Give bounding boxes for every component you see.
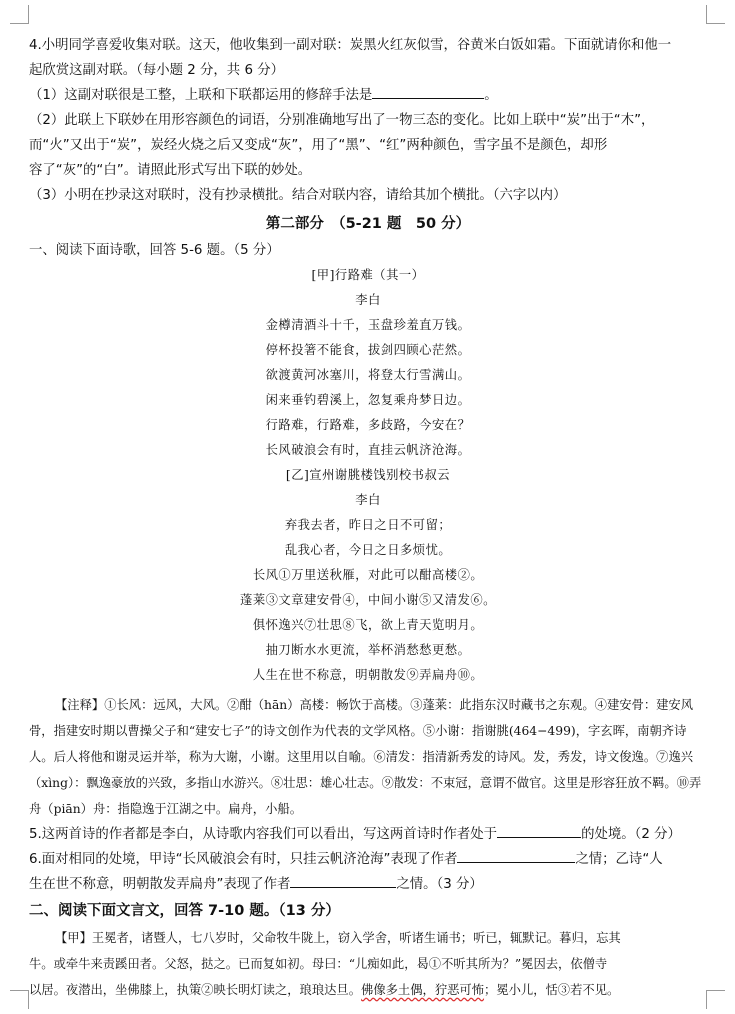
q4-sub2-line2: 而“火”又出于“炭”，炭经火烧之后又变成“灰”，用了“黑”、“红”两种颜色，雪字虽不是颜色，却形 [29,138,608,153]
prose-line3 [29,977,707,1003]
poem-a-line: 长风破浪会有时，直挂云帆济沧海。 [265,443,471,457]
poem-a-line: 金樽清酒斗十千，玉盘珍羞直万钱。 [265,318,471,332]
q6-text-1: 6.面对相同的处境，甲诗“长风破浪会有时，只挂云帆济沧海”表现了作者 [29,852,458,867]
q4-sub1-text: （1）这副对联很是工整，上联和下联都运用的修辞手法是 [29,88,373,103]
poem-a-author: 李白 [355,293,381,307]
poem-b-line: 俱怀逸兴⑦壮思⑧飞，欲上青天览明月。 [252,618,484,632]
poem-a-title: [甲]行路难（其一） [311,268,425,282]
q6-line2 [29,872,707,897]
q4-intro-line2: 起欣赏这副对联。（每小题 2 分，共 6 分） [29,63,285,78]
poem-b-author: 李白 [355,493,381,507]
q6-text-2: 生在世不称意，明朝散发弄扁舟”表现了作者 [29,877,291,892]
q6-answer-blank-2[interactable] [290,873,396,888]
q4-intro-line1: 4.小明同学喜爱收集对联。这天，他收集到一副对联：炭黑火红灰似雪，谷黄米白饭如霜。下面就请你和他一 [29,38,672,53]
poem-a-line: 行路难，行路难，多歧路，今安在？ [265,418,471,432]
poem-a-line: 闲来垂钓碧溪上，忽复乘舟梦日边。 [265,393,471,407]
crop-mark-top-right [706,5,725,24]
prose-line2: 牛。或牵牛来责蹊田者。父怒，挞之。已而复如初。母曰：“儿痴如此，曷①不听其所为？”冕因去，依僧寺 [29,957,608,971]
prose-line3-c: ；冕小儿，恬③若不见。 [484,983,620,997]
prose-wavy-underlined-sentence: 佛像多土偶，狞恶可怖 [361,983,485,997]
section1-heading: 一、阅读下面诗歌，回答 5-6 题。（5 分） [29,243,280,258]
document-content [29,33,707,1003]
annotations: 【注释】①长风：远风，大风。②酣（hān）高楼：畅饮于高楼。③蓬莱：此指东汉时藏书之东观。④建安骨：建安风骨，指建安时期以曹操父子和“建安七子”的诗文创作为代表的文学风格。⑤小谢：指谢朓(464−499)，字玄晖，南朝齐诗人。后人将他和谢灵运并举，称为大谢，小谢。这里用以自喻。⑥清发：指清新秀发的诗风。发，秀发，诗文俊逸。⑦逸兴（xìng）：飘逸豪放的兴致，多指山水游兴。⑧壮思：雄心壮志。⑨散发：不束冠，意谓不做官。这里是形容狂放不羁。⑩弄舟（piān）舟：指隐逸于江湖之中。扁舟，小船。 [29,698,702,816]
q4-sub1-end: 。 [484,88,498,103]
crop-mark-bottom-left [10,990,29,1009]
poem-b-line: 抽刀断水水更流，举杯消愁愁更愁。 [265,643,471,657]
q6-line1 [29,847,707,872]
q4-sub2-line1: （2）此联上下联妙在用形容颜色的词语，分别准确地写出了一物三态的变化。比如上联中“炭”出于“木”， [29,113,655,128]
q6-text-2-end: 之情。（3 分） [396,877,483,892]
q5-text: 5.这两首诗的作者都是李白，从诗歌内容我们可以看出，写这两首诗时作者处于 [29,827,498,842]
q5-end: 的处境。（2 分） [581,827,681,842]
q4-sub3: （3）小明在抄录这对联时，没有抄录横批。结合对联内容，请给其加个横批。（六字以内） [29,188,567,203]
poem-b-title: [乙]宣州谢朓楼饯别校书叔云 [285,468,451,482]
prose-line3-a: 以居。夜潜出，坐佛膝上，执策②映长明灯读之，琅琅达旦。 [29,983,362,997]
q6-answer-blank-1[interactable] [457,848,575,863]
poem-a-line: 欲渡黄河冰塞川，将登太行雪满山。 [265,368,471,382]
poem-b-line: 乱我心者，今日之日多烦忧。 [284,543,452,557]
crop-mark-top-left [10,5,29,24]
part2-title: 第二部分 （5-21 题 50 分） [265,216,471,232]
q4-sub2-line3: 容了“灰”的“白”。请照此形式写出下联的妙处。 [29,163,312,178]
q4-sub1 [29,83,707,108]
poem-b-line: 蓬莱③文章建安骨④，中间小谢⑤又清发⑥。 [240,593,496,607]
poem-b-line: 长风①万里送秋雁，对此可以酣高楼②。 [252,568,484,582]
q5-answer-blank[interactable] [497,823,581,838]
q4-sub1-answer-blank[interactable] [372,84,484,99]
q5 [29,822,707,847]
prose-line1: 【甲】王冕者，诸暨人，七八岁时，父命牧牛陇上，窃入学舍，听诸生诵书；听已，辄默记。暮归，忘其 [55,931,621,945]
q6-text-1-end: 之情；乙诗“人 [575,852,663,867]
poem-b-line: 弃我去者，昨日之日不可留； [284,518,452,532]
poem-a-line: 停杯投箸不能食，拔剑四顾心茫然。 [265,343,471,357]
section2-heading: 二、阅读下面文言文，回答 7-10 题。（13 分） [29,903,340,919]
crop-mark-bottom-right [706,990,725,1009]
poem-b-line: 人生在世不称意，明朝散发⑨弄扁舟⑩。 [252,668,484,682]
